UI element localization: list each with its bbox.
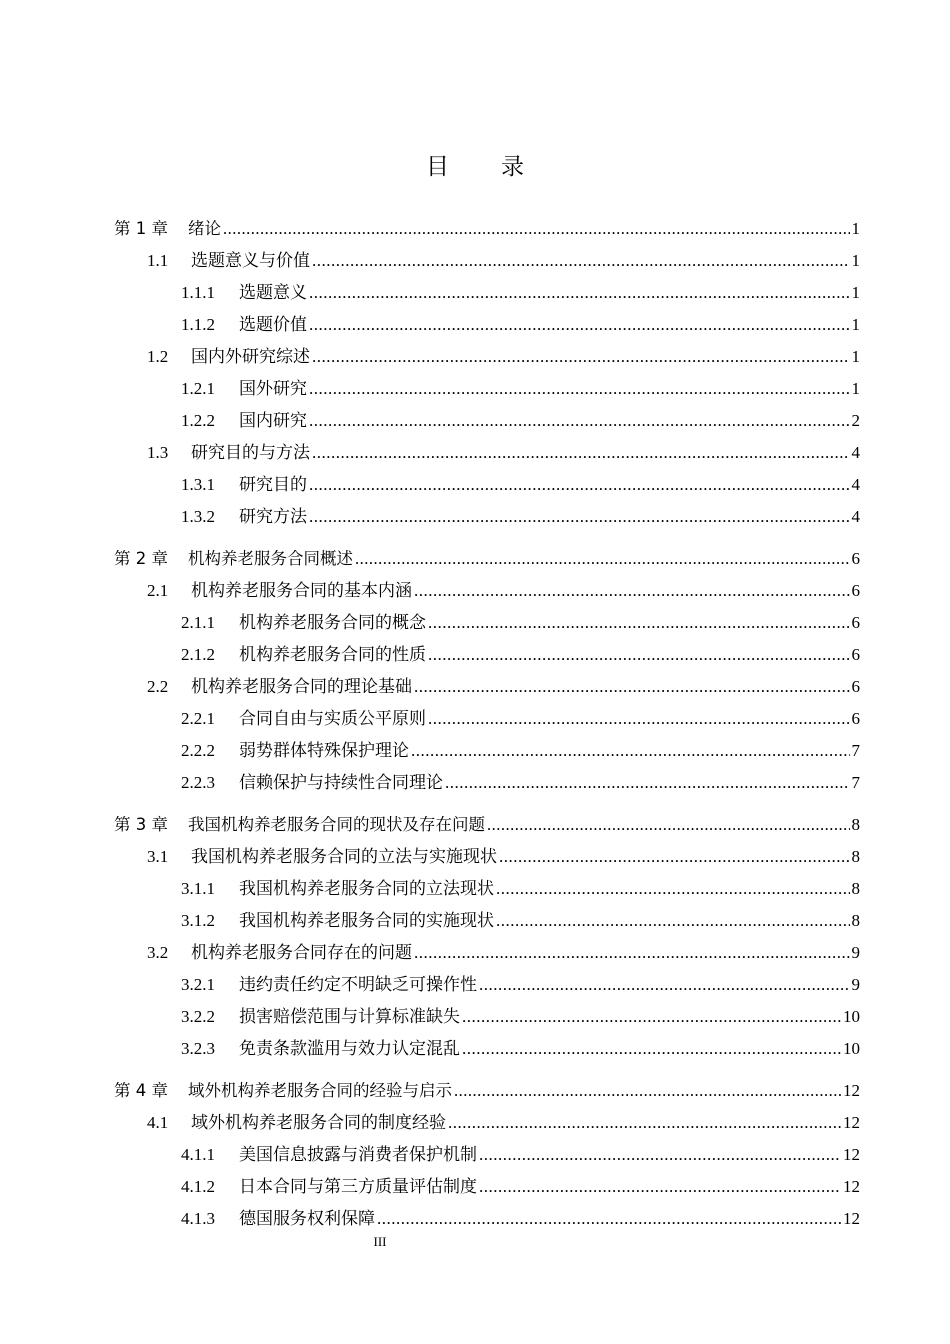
toc-dot-leader: [355, 549, 850, 569]
toc-dot-leader: [499, 847, 850, 867]
toc-entry-page: 1: [851, 251, 860, 270]
toc-entry-number: 1.2: [147, 347, 169, 366]
page-number-footer: III: [373, 1234, 387, 1249]
toc-entry-title: 机构养老服务合同的理论基础: [191, 677, 412, 696]
toc-entry[interactable]: [114, 545, 860, 569]
toc-entry-page: 10: [843, 1039, 860, 1058]
toc-entry-title: 域外机构养老服务合同的制度经验: [191, 1113, 446, 1132]
toc-entry-number: 3.1: [147, 847, 169, 866]
toc-entry[interactable]: [181, 737, 860, 761]
toc-entry-title: 合同自由与实质公平原则: [239, 709, 426, 728]
toc-entry-number: 3.1.1: [181, 879, 215, 898]
toc-entry-number: 1.2.1: [181, 379, 215, 398]
toc-entry-page: 1: [851, 379, 860, 398]
toc-entry-number: 1.3.2: [181, 507, 215, 526]
toc-entry-page: 8: [851, 815, 860, 834]
toc-entry-title: 绪论: [188, 219, 221, 238]
toc-entry-page: 1: [851, 315, 860, 334]
toc-entry-number: 2.1.2: [181, 645, 215, 664]
toc-entry-page: 12: [843, 1177, 860, 1196]
toc-entry-number: 1.1: [147, 251, 169, 270]
toc-entry[interactable]: [147, 439, 860, 463]
toc-entry-title: 违约责任约定不明缺乏可操作性: [239, 975, 477, 994]
toc-entry[interactable]: [181, 503, 860, 527]
toc-entry[interactable]: [181, 641, 860, 665]
toc-entry[interactable]: [181, 875, 860, 899]
toc-entry[interactable]: [147, 1109, 860, 1133]
toc-entry-page: 2: [851, 411, 860, 430]
toc-entry[interactable]: [181, 471, 860, 495]
toc-dot-leader: [496, 911, 850, 931]
toc-entry-title: 美国信息披露与消费者保护机制: [239, 1145, 477, 1164]
toc-entry-page: 12: [843, 1145, 860, 1164]
toc-entry[interactable]: [181, 971, 860, 995]
toc-entry-title: 选题意义与价值: [191, 251, 310, 270]
toc-dot-leader: [309, 315, 850, 335]
toc-entry[interactable]: [114, 1077, 860, 1101]
toc-dot-leader: [309, 379, 850, 399]
toc-entry-number: 第 1 章: [114, 219, 168, 238]
toc-entry-page: 4: [851, 475, 860, 494]
page-title-char-1: 目: [426, 154, 449, 180]
toc-entry[interactable]: [147, 577, 860, 601]
toc-entry-title: 域外机构养老服务合同的经验与启示: [188, 1081, 452, 1100]
toc-entry-title: 我国机构养老服务合同的实施现状: [239, 911, 494, 930]
toc-entry[interactable]: [147, 673, 860, 697]
toc-entry-number: 1.3.1: [181, 475, 215, 494]
toc-dot-leader: [496, 879, 850, 899]
toc-dot-leader: [309, 411, 850, 431]
toc-entry-page: 4: [851, 507, 860, 526]
toc-entry-title: 国外研究: [239, 379, 307, 398]
toc-entry[interactable]: [181, 407, 860, 431]
toc-entry[interactable]: [114, 215, 860, 239]
toc-entry-number: 2.2.2: [181, 741, 215, 760]
toc-dot-leader: [448, 1113, 841, 1133]
toc-entry-title: 研究方法: [239, 507, 307, 526]
toc-dot-leader: [428, 709, 850, 729]
toc-dot-leader: [223, 219, 850, 239]
toc-entry-title: 日本合同与第三方质量评估制度: [239, 1177, 477, 1196]
toc-entry-title: 损害赔偿范围与计算标准缺失: [239, 1007, 460, 1026]
toc-entry[interactable]: [181, 609, 860, 633]
toc-dot-leader: [454, 1081, 841, 1101]
toc-entry-title: 机构养老服务合同的基本内涵: [191, 581, 412, 600]
toc-entry-title: 选题价值: [239, 315, 307, 334]
toc-entry-title: 机构养老服务合同的性质: [239, 645, 426, 664]
toc-dot-leader: [479, 975, 850, 995]
toc-entry-page: 7: [851, 773, 860, 792]
toc-entry-number: 2.2.1: [181, 709, 215, 728]
toc-entry[interactable]: [147, 843, 860, 867]
toc-entry-number: 4.1.1: [181, 1145, 215, 1164]
toc-entry-page: 1: [851, 347, 860, 366]
toc-dot-leader: [309, 507, 850, 527]
toc-entry-title: 弱势群体特殊保护理论: [239, 741, 409, 760]
toc-entry-page: 7: [851, 741, 860, 760]
toc-dot-leader: [312, 347, 850, 367]
toc-entry-page: 6: [851, 709, 860, 728]
toc-entry-page: 9: [851, 975, 860, 994]
toc-entry-page: 6: [851, 581, 860, 600]
toc-entry-number: 1.3: [147, 443, 169, 462]
toc-entry-number: 4.1.3: [181, 1209, 215, 1228]
toc-dot-leader: [414, 581, 850, 601]
toc-entry[interactable]: [114, 811, 860, 835]
toc-entry-page: 1: [851, 283, 860, 302]
toc-entry-number: 第 3 章: [114, 815, 168, 834]
toc-entry-page: 4: [851, 443, 860, 462]
toc-dot-leader: [479, 1145, 841, 1165]
toc-entry-number: 2.2: [147, 677, 169, 696]
toc-dot-leader: [445, 773, 850, 793]
toc-entry-title: 免责条款滥用与效力认定混乱: [239, 1039, 460, 1058]
toc-entry-number: 3.2.1: [181, 975, 215, 994]
toc-entry-title: 国内外研究综述: [191, 347, 310, 366]
toc-entry-number: 第 4 章: [114, 1081, 168, 1100]
toc-entry-number: 3.1.2: [181, 911, 215, 930]
toc-entry-number: 3.2: [147, 943, 169, 962]
toc-entry-number: 3.2.2: [181, 1007, 215, 1026]
toc-entry-number: 2.2.3: [181, 773, 215, 792]
toc-entry-page: 6: [851, 549, 860, 568]
toc-entry[interactable]: [181, 1035, 860, 1059]
toc-entry-title: 信赖保护与持续性合同理论: [239, 773, 443, 792]
toc-entry[interactable]: [147, 939, 860, 963]
toc-entry-page: 12: [843, 1209, 860, 1228]
toc-entry-title: 我国机构养老服务合同的立法现状: [239, 879, 494, 898]
toc-entry-title: 选题意义: [239, 283, 307, 302]
toc-entry-title: 研究目的: [239, 475, 307, 494]
toc-entry-title: 机构养老服务合同存在的问题: [191, 943, 412, 962]
toc-dot-leader: [487, 815, 850, 835]
toc-entry[interactable]: [181, 1003, 860, 1027]
toc-dot-leader: [377, 1209, 841, 1229]
toc-entry-page: 1: [851, 219, 860, 238]
toc-entry[interactable]: [147, 247, 860, 271]
toc-entry[interactable]: [181, 705, 860, 729]
toc-entry-title: 国内研究: [239, 411, 307, 430]
toc-entry-page: 9: [851, 943, 860, 962]
toc-entry[interactable]: [181, 907, 860, 931]
toc-entry[interactable]: [181, 279, 860, 303]
toc-entry[interactable]: [181, 769, 860, 793]
toc-entry-page: 6: [851, 677, 860, 696]
toc-entry[interactable]: [181, 311, 860, 335]
toc-entry-page: 12: [843, 1113, 860, 1132]
toc-entry-title: 我国机构养老服务合同的现状及存在问题: [188, 815, 485, 834]
toc-entry-number: 2.1.1: [181, 613, 215, 632]
toc-entry-page: 6: [851, 613, 860, 632]
toc-entry-number: 2.1: [147, 581, 169, 600]
toc-dot-leader: [312, 251, 850, 271]
toc-dot-leader: [309, 283, 850, 303]
toc-entry-number: 1.1.2: [181, 315, 215, 334]
toc-entry-page: 8: [851, 911, 860, 930]
toc-entry-number: 4.1: [147, 1113, 169, 1132]
toc-entry-page: 8: [851, 847, 860, 866]
toc-dot-leader: [411, 741, 850, 761]
toc-entry-number: 3.2.3: [181, 1039, 215, 1058]
toc-entry-number: 1.2.2: [181, 411, 215, 430]
toc-entry[interactable]: [181, 1141, 860, 1165]
toc-entry-number: 4.1.2: [181, 1177, 215, 1196]
toc-entry[interactable]: [181, 1205, 860, 1229]
toc-entry-title: 德国服务权利保障: [239, 1209, 375, 1228]
toc-dot-leader: [479, 1177, 841, 1197]
toc-entry[interactable]: [181, 375, 860, 399]
toc-entry[interactable]: [181, 1173, 860, 1197]
toc-entry-title: 研究目的与方法: [191, 443, 310, 462]
toc-entry-page: 8: [851, 879, 860, 898]
toc-dot-leader: [462, 1007, 841, 1027]
toc-dot-leader: [428, 645, 850, 665]
toc-entry-page: 12: [843, 1081, 860, 1100]
toc-dot-leader: [309, 475, 850, 495]
toc-entry-number: 1.1.1: [181, 283, 215, 302]
toc-entry-number: 第 2 章: [114, 549, 168, 568]
toc-entry-title: 机构养老服务合同的概念: [239, 613, 426, 632]
toc-dot-leader: [462, 1039, 841, 1059]
toc-entry[interactable]: [147, 343, 860, 367]
toc-dot-leader: [428, 613, 850, 633]
toc-entry-page: 6: [851, 645, 860, 664]
toc-entry-title: 机构养老服务合同概述: [188, 549, 353, 568]
toc-dot-leader: [414, 677, 850, 697]
toc-dot-leader: [312, 443, 850, 463]
toc-entry-page: 10: [843, 1007, 860, 1026]
toc-entry-title: 我国机构养老服务合同的立法与实施现状: [191, 847, 497, 866]
toc-dot-leader: [414, 943, 850, 963]
page-title-char-2: 录: [501, 154, 524, 180]
